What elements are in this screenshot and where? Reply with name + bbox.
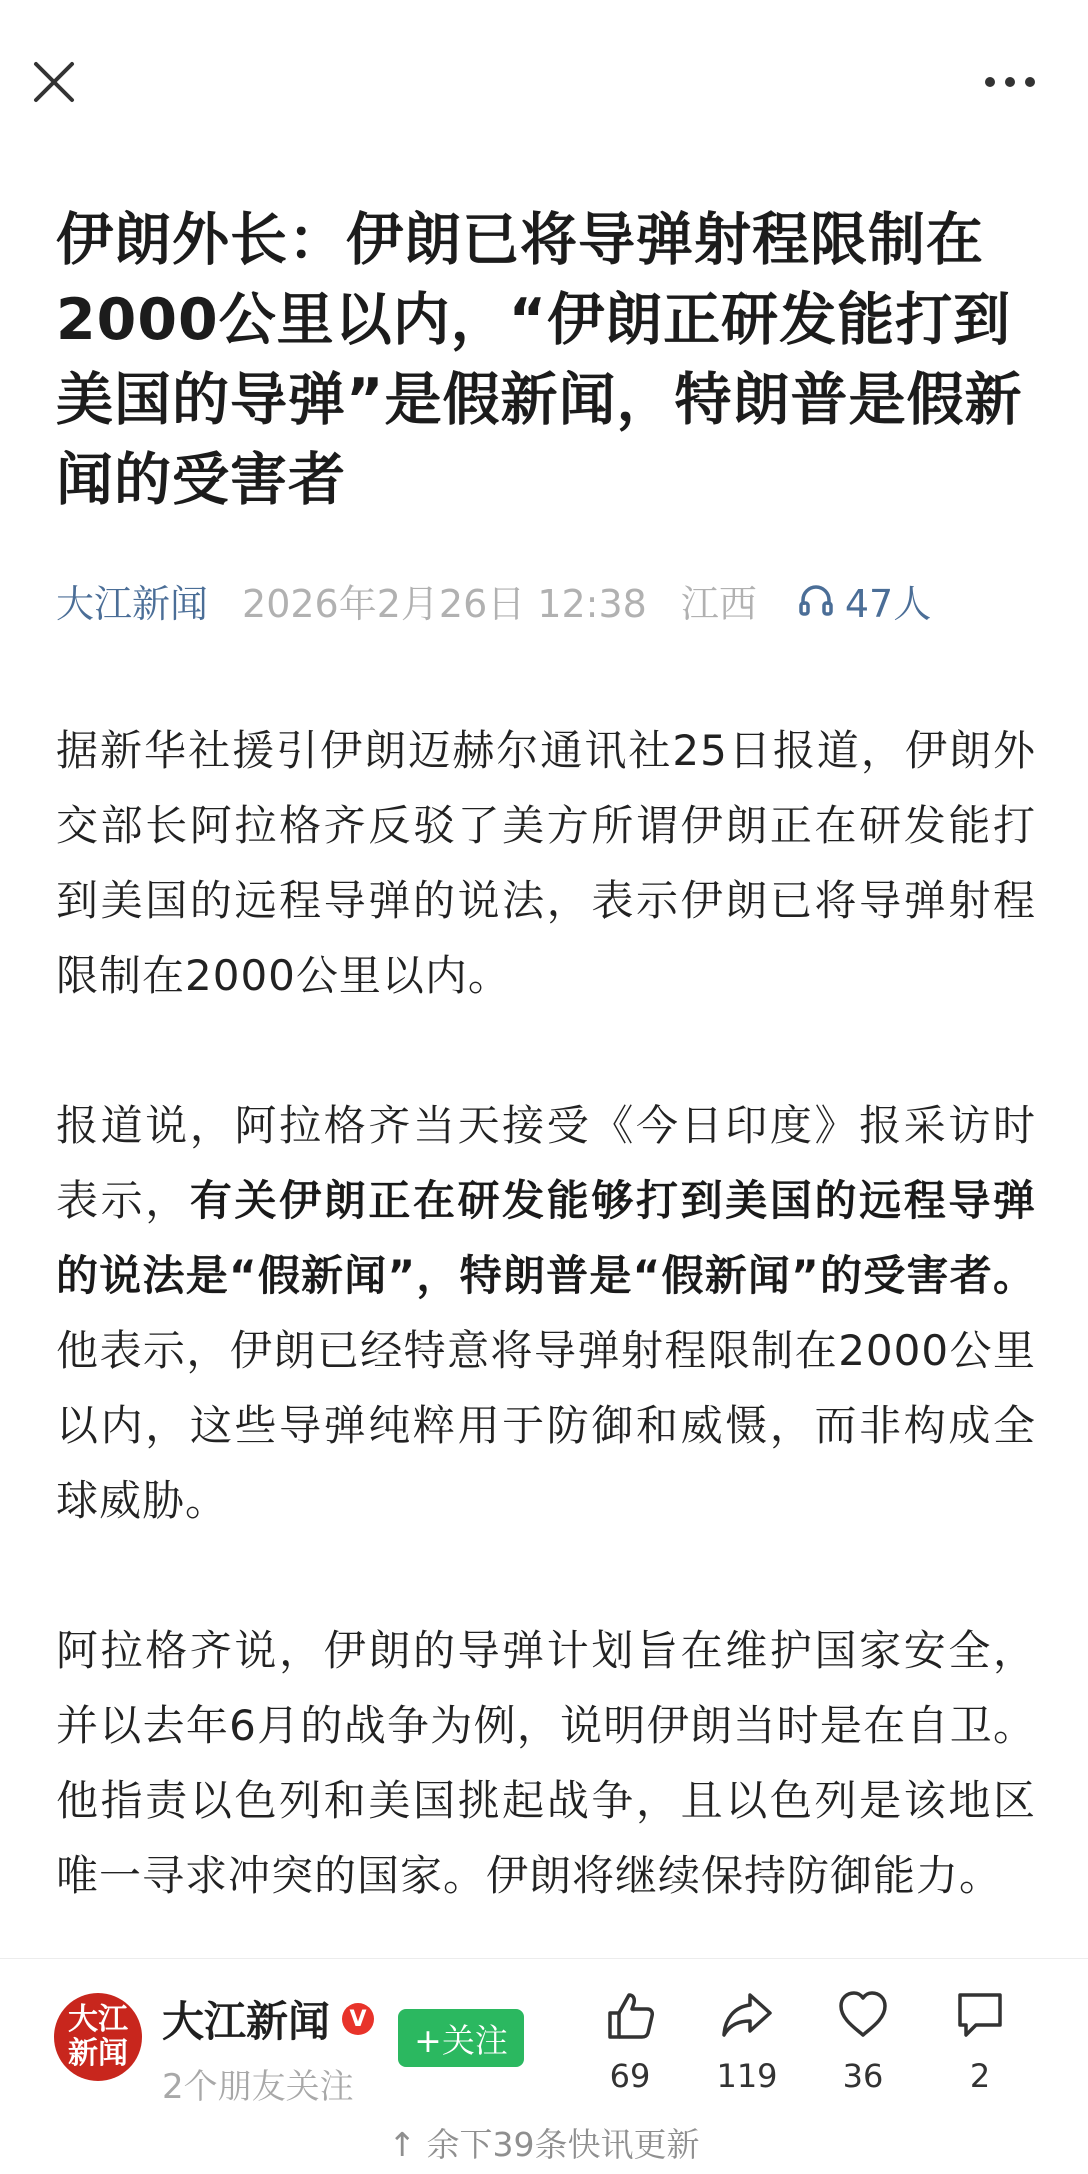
share-count: 119: [716, 2057, 778, 2095]
favorite-button[interactable]: [813, 1987, 913, 2095]
logo-line-2: 新闻: [68, 2036, 128, 2071]
more-icon[interactable]: [980, 62, 1040, 102]
favorite-count: 36: [842, 2057, 884, 2095]
headphones-icon: [797, 581, 835, 619]
like-button[interactable]: [580, 1987, 680, 2095]
like-count: 69: [609, 2057, 651, 2095]
paragraph-3: 阿拉格齐说，伊朗的导弹计划旨在维护国家安全，并以去年6月的战争为例，说明伊朗当时是在自卫。他指责以色列和美国挑起战争，且以色列是该地区唯一寻求冲突的国家。伊朗将继续保持防御能力。: [56, 1626, 1036, 1900]
comment-count: 2: [969, 2057, 991, 2095]
comment-icon: [952, 1987, 1008, 2043]
paragraph-2: [56, 1088, 1036, 1538]
source-link[interactable]: 大江新闻: [56, 581, 209, 626]
top-toolbar: [0, 0, 1088, 160]
share-icon: [719, 1987, 775, 2043]
account-name-row[interactable]: [162, 1989, 374, 2049]
paragraph-2-rest: 他表示，伊朗已经特意将导弹射程限制在2000公里以内，这些导弹纯粹用于防御和威慑，而非构成全球威胁。: [56, 1326, 1036, 1525]
logo-line-1: 大江: [68, 2002, 128, 2037]
listener-count: 47人: [844, 581, 932, 626]
article-body: [56, 713, 1036, 1988]
bottom-action-bar: [0, 1958, 1088, 2174]
paragraph-1: 据新华社援引伊朗迈赫尔通讯社25日报道，伊朗外交部长阿拉格齐反驳了美方所谓伊朗正在研发能打到美国的远程导弹的说法，表示伊朗已将导弹射程限制在2000公里以内。: [56, 726, 1036, 1000]
article-title: 伊朗外长：伊朗已将导弹射程限制在2000公里以内，“伊朗正研发能打到美国的导弹”是假新闻，特朗普是假新闻的受害者: [56, 207, 1023, 513]
follow-button[interactable]: +关注: [398, 2009, 524, 2067]
article-meta: [56, 570, 1046, 630]
friends-following-text: 2个朋友关注: [162, 2067, 354, 2107]
close-icon[interactable]: [30, 58, 78, 106]
account-name: 大江新闻: [162, 1997, 331, 2046]
thumbs-up-icon: [602, 1987, 658, 2043]
paragraph-2-highlight: 有关伊朗正在研发能够打到美国的远程导弹的说法是“假新闻”，特朗普是“假新闻”的受害者。: [56, 1176, 1036, 1300]
region-label: 江西: [680, 581, 757, 626]
share-button[interactable]: [697, 1987, 797, 2095]
publish-datetime: 2026年2月26日 12:38: [242, 581, 647, 626]
account-avatar[interactable]: [54, 1993, 142, 2081]
heart-icon: [835, 1987, 891, 2043]
listen-button[interactable]: [797, 573, 931, 628]
paragraph-2-intro: 报道说，阿拉格齐当天接受《今日印度》报采访时表示，: [56, 1101, 1036, 1225]
comment-button[interactable]: [930, 1987, 1030, 2095]
verified-badge-icon: V: [342, 2003, 374, 2035]
remaining-updates-link[interactable]: ↑ 余下39条快讯更新: [388, 2125, 700, 2164]
